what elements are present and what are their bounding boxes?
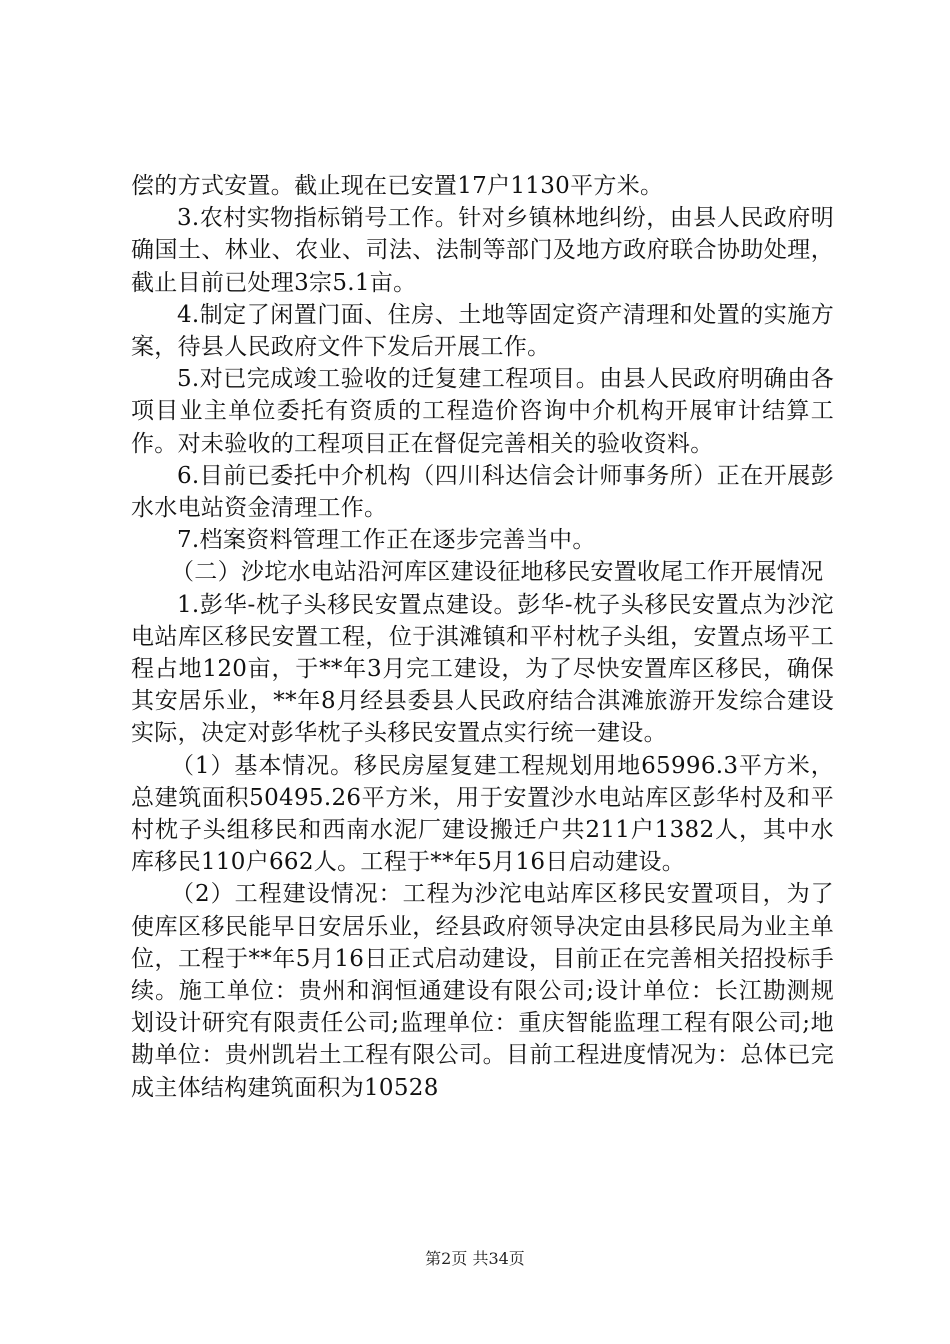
paragraph-item-6: 6.目前已委托中介机构（四川科达信会计师事务所）正在开展彭水水电站资金清理工作。 <box>131 462 834 522</box>
paragraph-basic-info: （1）基本情况。移民房屋复建工程规划用地65996.3平方米，总建筑面积50495.26平方米，用于安置沙水电站库区彭华村及和平村枕子头组移民和西南水泥厂建设搬迁户共211户1382人，其中水库移民110户662人。工程于**年5月16日启动建设。 <box>131 752 834 876</box>
paragraph-item-7: 7.档案资料管理工作正在逐步完善当中。 <box>177 527 596 554</box>
paragraph-continuation: 偿的方式安置。截止现在已安置17户1130平方米。 <box>131 173 664 199</box>
paragraph-construction-status: （2）工程建设情况：工程为沙沱电站库区移民安置项目，为了使库区移民能早日安居乐业，经县政府领导决定由县移民局为业主单位，工程于**年5月16日正式启动建设，目前正在完善相关招投标手续。施工单位：贵州和润恒通建设有限公司;设计单位：长江勘测规划设计研究有限责任公司;监理单位：重庆智能监理工程有限公司;地勘单位：贵州凯岩土工程有限公司。目前工程进度情况为：总体已完成主体结构建筑面积为10528 <box>131 881 834 1101</box>
paragraph-item-3: 3.农村实物指标销号工作。针对乡镇林地纠纷，由县人民政府明确国土、林业、农业、司法、法制等部门及地方政府联合协助处理，截止目前已处理3宗5.1亩。 <box>131 205 834 296</box>
paragraph-sub-item-1: 1.彭华-枕子头移民安置点建设。彭华-枕子头移民安置点为沙沱电站库区移民安置工程，位于淇滩镇和平村枕子头组，安置点场平工程占地120亩，于**年3月完工建设，为了尽快安置库区移民，确保其安居乐业，**年8月经县委县人民政府结合淇滩旅游开发综合建设实际，决定对彭华枕子头移民安置点实行统一建设。 <box>131 591 834 747</box>
section-heading-2: （二）沙坨水电站沿河库区建设征地移民安置收尾工作开展情况 <box>171 559 824 586</box>
document-body <box>131 170 834 1104</box>
page-number-footer: 第2页 共34页 <box>425 1249 525 1268</box>
paragraph-item-5: 5.对已完成竣工验收的迁复建工程项目。由县人民政府明确由各项目业主单位委托有资质的工程造价咨询中介机构开展审计结算工作。对未验收的工程项目正在督促完善相关的验收资料。 <box>131 366 834 457</box>
paragraph-item-4: 4.制定了闲置门面、住房、土地等固定资产清理和处置的实施方案，待县人民政府文件下发后开展工作。 <box>131 301 834 361</box>
